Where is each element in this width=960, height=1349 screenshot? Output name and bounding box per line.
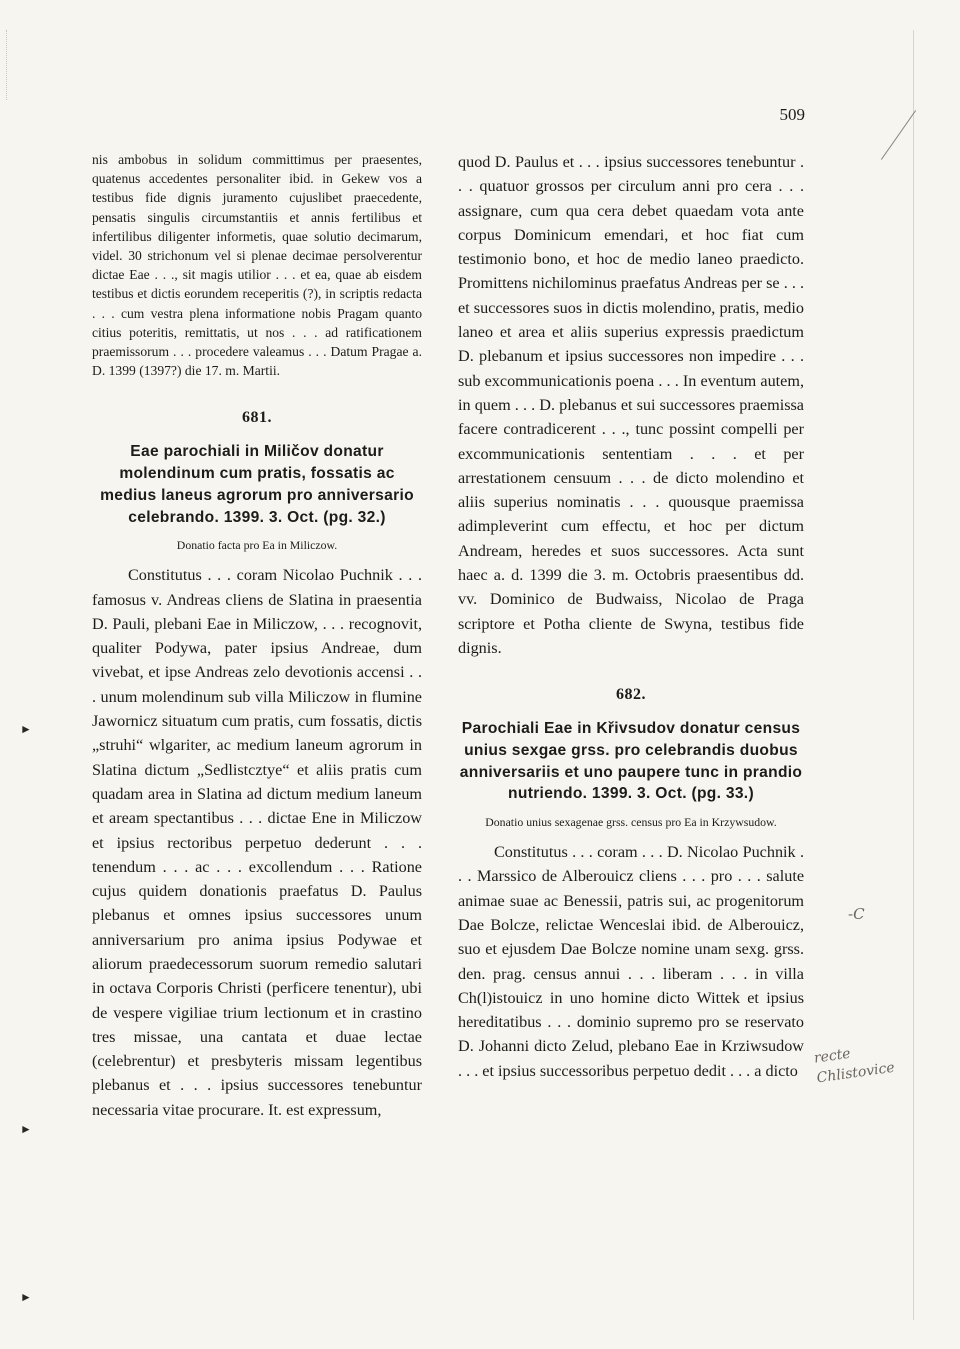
doc-681-summary: Donatio facta pro Ea in Miliczow. <box>176 538 338 553</box>
page-number: 509 <box>779 105 805 124</box>
doc-682-heading: Parochiali Eae in Křivsudov donatur census unius sexgae grss. pro celebrandis duobus anniversariis et uno paupere tunc in prandio nutriendo. 1399. 3. Oct. (pg. 33.) <box>459 720 803 803</box>
scan-edge-mark <box>6 30 37 100</box>
doc-681-heading: Eae parochiali in Miličov donatur molendinum cum pratis, fossatis ac medius laneus agrorum pro anniversario celebrando. 1399. 3. Oct. (pg. 32.) <box>100 443 414 526</box>
left-column <box>92 150 422 1122</box>
doc-682-summary: Donatio unius sexagenae grss. census pro Ea in Krzywsudow. <box>485 815 777 830</box>
doc-682-text: Constitutus . . . coram . . . D. Nicolao Puchnik . . . Marssico de Alberouicz cliens . . . pro . . . salute animae suae ac Benessii, patris sui, ac progenitorum Dae Bolcze, relictae Wenceslai ibid. de Alberouicz, suo et ejusdem Dae Bolcze nomine unam sexg. grss. den. prag. census annui . . . liberam . . . in villa Ch(l)istouicz in uno homine dicto Wittek et ipsius hereditatibus . . . dominio supremo pro se reservato D. Johanni dicto Zelud, plebano Eae in Krziwsudow . . . et ipsius successoribus perpetuo dedit . . . a dicto <box>458 843 804 1080</box>
margin-mark-c: -C <box>848 905 865 923</box>
pencil-slash-mark <box>881 110 916 160</box>
doc-681-text: Constitutus . . . coram Nicolao Puchnik . . . famosus v. Andreas cliens de Slatina in praesentia D. Pauli, plebani Eae in Miliczow, . . . recognovit, qualiter Podywa, pater ipsius Andreae, dum vivebat, et ipse Andreas zelo devotionis accensi . . . unum molendinum sub villa Miliczow in flumine Jawornicz situatum cum pratis, cum fossatis, dictis „struhi“ wlgariter, ac medium laneum agrorum in Slatina dictum „Sedlistcztye“ et aliis pratis cum quadam area in Slatina ad dictum medium laneum et aream spectantibus . . . dictae Ene in Miliczow et ipsius rectoribus perpetuo dederunt . . . tenendum . . . ac . . . excollendum . . . Ratione cujus quidem donationis praefatus D. Paulus plebanus et omnes ipsius successores unum anniversarium pro anima ipsius Podywae et aliorum praedecessorum suorum remedio salutari in octava Corporis Christi (perficere tenentur), ubi de vespere vigiliae trium lectionum et in crastino tres missae, una cantata et duae lectae (celebrentur) et presbyteris missam legentibus plebanus et . . . ipsius successores tenebuntur necessaria vitae procurare. It. est expressum, <box>92 566 422 1119</box>
handwritten-note: recte Chlistovice <box>812 1045 896 1087</box>
margin-arrow-icon: ► <box>20 1122 32 1136</box>
doc-681-number: 681. <box>242 409 272 427</box>
margin-arrow-icon: ► <box>20 722 32 736</box>
margin-arrow-icon: ► <box>20 1290 32 1304</box>
right-column <box>458 150 804 1083</box>
page-edge-line <box>913 30 914 1320</box>
continuation-text-right: quod D. Paulus et . . . ipsius successores tenebuntur . . . quatuor grossos per circulum anni pro cera . . . assignare, cum qua cera debet quaedam vota ante corpus Dominicum emendari, et hoc fiat cum testimonio bono, et hoc de medio laneo praedicto. Promittens nichilominus praefatus Andreas per se . . . et successores suos in dictis molendino, pratis, medio laneo et area et aliis superius expressis praedictum D. plebanum et ipsius successores non impedire . . . sub excommunicationis poena . . . In eventum autem, in quem . . . D. plebanus et sui successores praemissa facere contradicerent . . ., tunc possint compelli per excommunicationis sententiam . . . et per arrestationem censuum . . . de dicto molendino et aliis superius nominatis . . . quousque praemissa adimpleverint cum effectu, et hoc per dictum Andream, heredes et suos successores. Acta sunt haec a. d. 1399 die 3. m. Octobris praesentibus dd. vv. Dominico de Budwaiss, Nicolao de Praga scriptore et Potha cliente de Swyna, testibus fide dignis. <box>458 153 804 657</box>
doc-682-number: 682. <box>616 686 646 704</box>
continuation-text-left: nis ambobus in solidum committimus per praesentes, quatenus accedentes personaliter ibid. in Gekew vos a testibus fide dignis juramento cujuslibet praecedente, pensatis singulis circumstantiis et annis fertilibus et infertilibus diligenter informetis, quae solutio decimarum, videl. 30 strichonum vel si plenae decimae persolverentur dictae Eae . . ., sit magis utilior . . . et ea, quae ab eisdem testibus et dictis eorundem receperitis (?), in scriptis redacta . . . cum vestra plena informatione nobis Pragam quanto citius poteritis, remittatis, ut nos . . . ad ratificationem praemissorum . . . procedere valeamus . . . Datum Pragae a. D. 1399 (1397?) die 17. m. Martii. <box>92 152 422 379</box>
